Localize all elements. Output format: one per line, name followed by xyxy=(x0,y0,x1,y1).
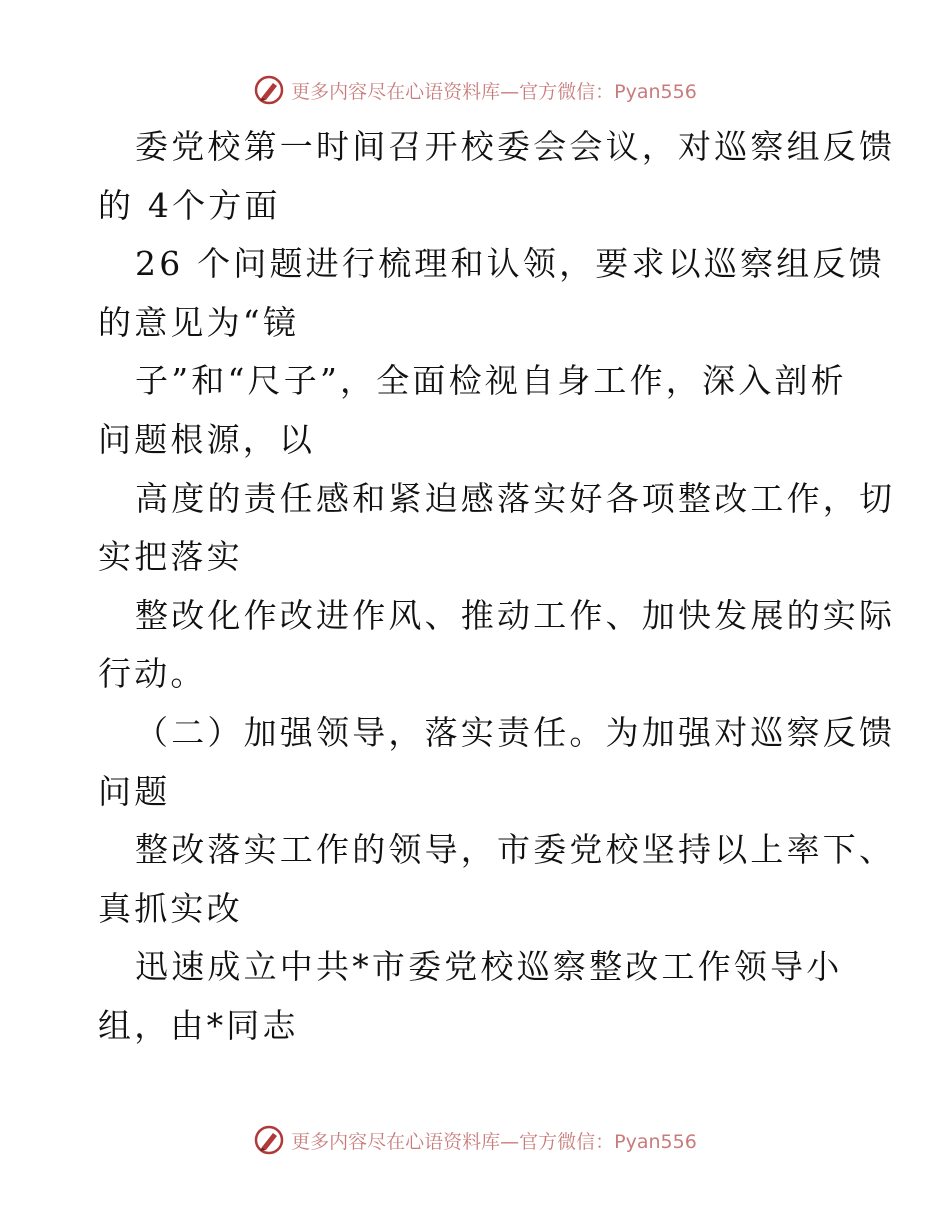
paragraph-line: 的 4个方面 xyxy=(98,185,281,225)
paragraph-line: 子”和“尺子”，全面检视自身工作，深入剖析 xyxy=(135,361,847,401)
paragraph-line: 迅速成立中共*市委党校巡察整改工作领导小 xyxy=(135,947,843,987)
paragraph-line: 问题根源，以 xyxy=(98,419,316,459)
paragraph-line: 行动。 xyxy=(98,654,207,694)
document-body xyxy=(98,118,896,1056)
paragraph-line: 的意见为“镜 xyxy=(98,302,300,342)
paragraph-line: 整改化作改进作风、推动工作、加快发展的实际 xyxy=(135,595,896,635)
paragraph-line: 26 个问题进行梳理和认领，要求以巡察组反馈 xyxy=(135,244,885,284)
paragraph-line: （二）加强领导，落实责任。为加强对巡察反馈 xyxy=(135,712,896,752)
paragraph-line: 真抓实改 xyxy=(98,888,243,928)
pen-nib-logo-icon xyxy=(253,1124,285,1156)
paragraph-line: 实把落实 xyxy=(98,537,243,577)
paragraph-line: 高度的责任感和紧迫感落实好各项整改工作，切 xyxy=(135,478,896,518)
footer-banner-text: 更多内容尽在心语资料库—官方微信：Pyan556 xyxy=(291,1130,697,1153)
header-banner-text: 更多内容尽在心语资料库—官方微信：Pyan556 xyxy=(291,80,697,103)
paragraph-line: 组，由*同志 xyxy=(98,1005,299,1045)
header-banner xyxy=(0,70,950,110)
pen-nib-logo-icon xyxy=(253,74,285,106)
paragraph-line: 委党校第一时间召开校委会会议，对巡察组反馈 xyxy=(135,127,896,166)
footer-banner xyxy=(0,1120,950,1160)
paragraph-line: 整改落实工作的领导，市委党校坚持以上率下、 xyxy=(135,830,896,870)
paragraph-line: 问题 xyxy=(98,771,171,811)
